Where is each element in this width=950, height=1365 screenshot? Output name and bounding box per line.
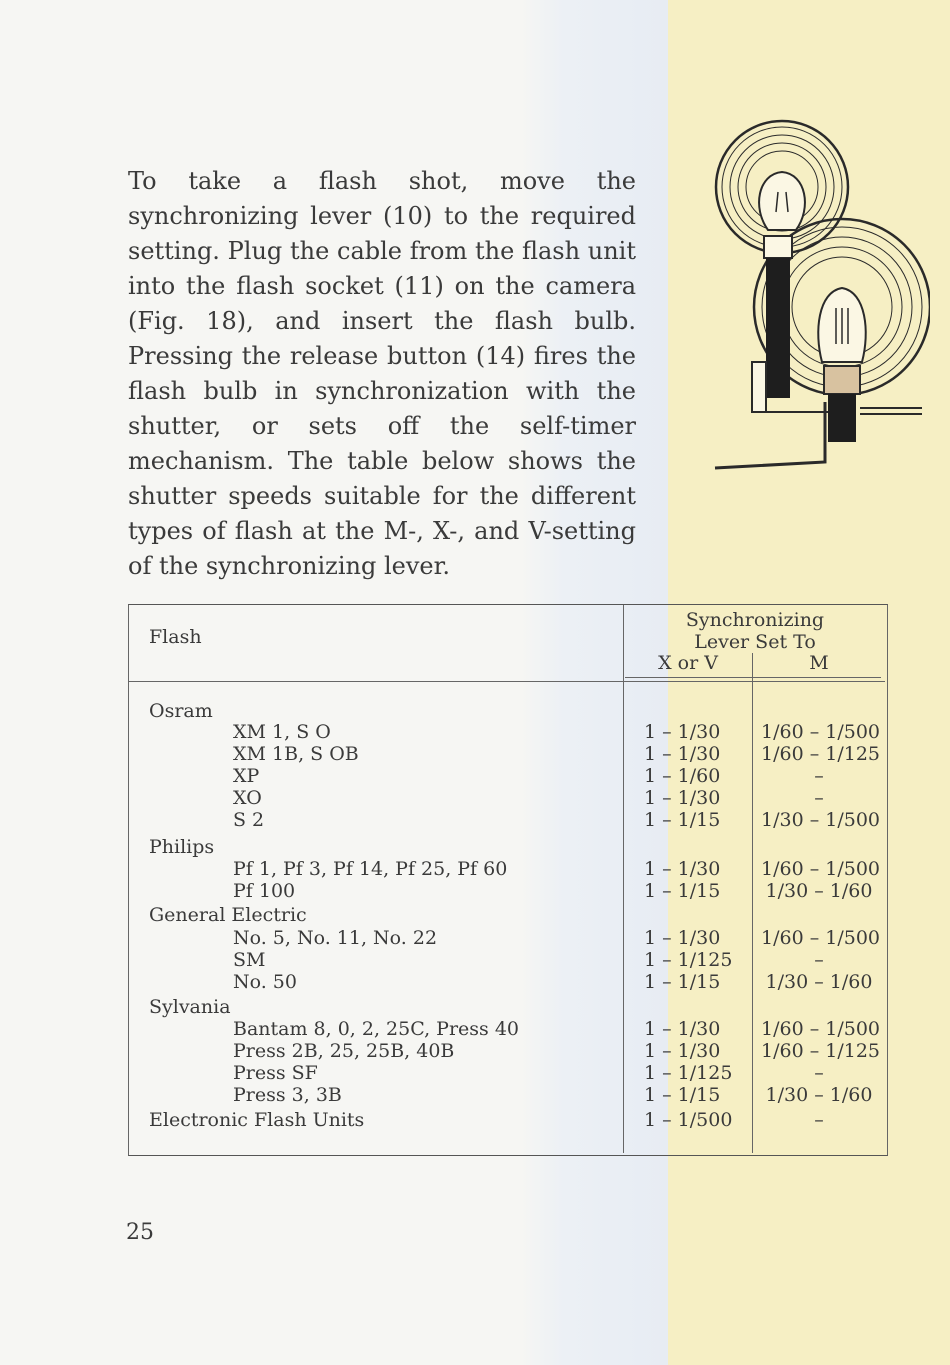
table-cell-x-or-v: 1 – 1/60 <box>644 765 721 787</box>
table-cell-m: 1/30 – 1/500 <box>761 809 881 831</box>
col-header-x-or-v: X or V <box>658 652 718 674</box>
table-cell-x-or-v: 1 – 1/30 <box>644 1040 721 1062</box>
col-header-sync-line2: Lever Set To <box>694 631 816 653</box>
table-cell-m: 1/60 – 1/500 <box>761 721 881 743</box>
table-row-label: XM 1B, S OB <box>233 743 359 765</box>
table-cell-m: – <box>814 1062 824 1084</box>
table-cell-x-or-v: 1 – 1/30 <box>644 721 721 743</box>
table-cell-m: – <box>814 949 824 971</box>
table-row-label: XM 1, S O <box>233 721 331 743</box>
table-cell-x-or-v: 1 – 1/30 <box>644 858 721 880</box>
table-cell-m: 1/60 – 1/500 <box>761 927 881 949</box>
table-divider-vertical <box>752 653 753 1153</box>
table-header-rule <box>129 681 885 682</box>
table-row-label: XP <box>233 765 260 787</box>
table-cell-x-or-v: 1 – 1/15 <box>644 1084 721 1106</box>
table-row-label: No. 5, No. 11, No. 22 <box>233 927 438 949</box>
table-row-label: General Electric <box>149 904 307 926</box>
table-cell-x-or-v: 1 – 1/15 <box>644 971 721 993</box>
flash-sync-table <box>128 604 888 1156</box>
table-row-label: XO <box>233 787 262 809</box>
table-row-label: No. 50 <box>233 971 297 993</box>
table-cell-x-or-v: 1 – 1/125 <box>644 1062 733 1084</box>
table-cell-x-or-v: 1 – 1/30 <box>644 1018 721 1040</box>
table-cell-x-or-v: 1 – 1/30 <box>644 743 721 765</box>
table-cell-m: 1/30 – 1/60 <box>765 971 873 993</box>
table-cell-m: – <box>814 1109 824 1131</box>
col-header-m: M <box>809 652 829 674</box>
col-header-sync <box>624 609 886 653</box>
col-header-sync-line1: Synchronizing <box>685 609 825 631</box>
table-row-label: SM <box>233 949 266 971</box>
table-cell-x-or-v: 1 – 1/125 <box>644 949 733 971</box>
table-cell-x-or-v: 1 – 1/30 <box>644 787 721 809</box>
table-cell-m: 1/60 – 1/125 <box>761 1040 881 1062</box>
table-row-label: Electronic Flash Units <box>149 1109 365 1131</box>
table-row-label: Sylvania <box>149 996 231 1018</box>
table-row-label: Pf 100 <box>233 880 296 902</box>
table-cell-m: 1/60 – 1/500 <box>761 858 881 880</box>
table-header-rule <box>625 677 881 678</box>
table-row-label: Press SF <box>233 1062 318 1084</box>
table-cell-m: – <box>814 765 824 787</box>
table-row-label: Bantam 8, 0, 2, 25C, Press 40 <box>233 1018 519 1040</box>
intro-paragraph: To take a flash shot, move the synchronizing lever (10) to the required setting. Plug the cable from the flash unit into the flash socket (11) on the camera (Fig. 18), and insert the flash bulb. Pressing the release button (14) fires the flash bulb in synchronization with the shutter, or sets off the self-timer mechanism. The table below shows the shutter speeds suitable for the different types of flash at the M-, X-, and V-setting of the synchronizing lever. <box>128 167 636 580</box>
table-row-label: Philips <box>149 836 215 858</box>
col-header-flash: Flash <box>149 626 202 648</box>
table-cell-x-or-v: 1 – 1/30 <box>644 927 721 949</box>
table-cell-x-or-v: 1 – 1/15 <box>644 880 721 902</box>
flash-bulbs-with-reflectors-icon <box>690 112 930 477</box>
table-row-label: Pf 1, Pf 3, Pf 14, Pf 25, Pf 60 <box>233 858 508 880</box>
table-row-label: S 2 <box>233 809 265 831</box>
table-cell-m: 1/30 – 1/60 <box>765 1084 873 1106</box>
page-number: 25 <box>126 1220 154 1245</box>
table-row-label: Osram <box>149 700 213 722</box>
table-cell-x-or-v: 1 – 1/15 <box>644 809 721 831</box>
table-cell-x-or-v: 1 – 1/500 <box>644 1109 733 1131</box>
table-cell-m: 1/60 – 1/125 <box>761 743 881 765</box>
table-cell-m: – <box>814 787 824 809</box>
table-cell-m: 1/30 – 1/60 <box>765 880 873 902</box>
table-divider-vertical <box>623 605 624 1153</box>
table-row-label: Press 3, 3B <box>233 1084 342 1106</box>
table-row-label: Press 2B, 25, 25B, 40B <box>233 1040 455 1062</box>
table-cell-m: 1/60 – 1/500 <box>761 1018 881 1040</box>
